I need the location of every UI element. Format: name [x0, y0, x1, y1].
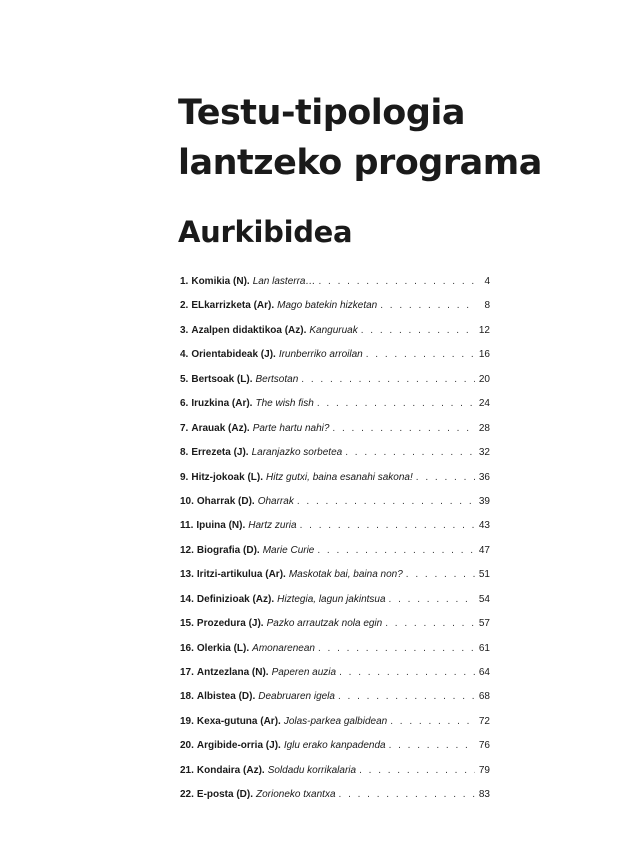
toc-entry-title: Laranjazko sorbetea	[251, 447, 343, 459]
toc-entry[interactable]	[180, 496, 490, 520]
toc-entry-title: Deabruaren igela	[258, 691, 335, 703]
toc-entry-label: E-posta (D).	[196, 789, 254, 801]
toc-entry-number: 6.	[180, 398, 189, 410]
toc-entry-label: Albistea (D).	[196, 691, 256, 703]
toc-entry-page: 57	[478, 618, 490, 630]
toc-entry-page: 39	[478, 495, 490, 507]
toc-entry[interactable]	[180, 325, 490, 349]
page-title-line-1: Testu-tipologia	[178, 93, 466, 133]
toc-entry[interactable]	[180, 740, 490, 764]
toc-entry-label: Olerkia (L).	[196, 642, 250, 654]
toc-entry-number: 1.	[180, 276, 189, 287]
toc-entry-label: ELkarrizketa (Ar).	[191, 300, 275, 312]
toc-entry-title: Hitz gutxi, baina esanahi sakona!	[266, 471, 413, 483]
toc-entry-number: 7.	[180, 422, 189, 434]
toc-entry-page: 20	[478, 373, 490, 385]
toc-entry-number: 15.	[180, 618, 194, 630]
toc-entry-number: 14.	[180, 593, 194, 605]
toc-entry-leader	[390, 716, 475, 727]
toc-entry-label: Oharrak (D).	[196, 495, 255, 507]
toc-entry-number: 5.	[180, 373, 189, 385]
toc-entry[interactable]	[180, 716, 490, 740]
toc-entry-number: 2.	[180, 300, 189, 312]
toc-entry-page: 51	[478, 569, 490, 581]
toc-entry-page: 36	[478, 471, 490, 483]
toc-entry-number: 3.	[180, 324, 189, 336]
toc-entry-label: Bertsoak (L).	[191, 373, 253, 385]
toc-entry-title: Maskotak bai, baina non?	[288, 569, 403, 581]
toc-entry-page: 12	[478, 324, 490, 336]
toc-entry-number: 4.	[180, 349, 189, 361]
toc-entry-leader	[297, 496, 475, 507]
toc-entry[interactable]	[180, 691, 490, 715]
toc-entry-leader	[339, 667, 475, 678]
toc-entry[interactable]	[180, 594, 490, 618]
toc-entry-label: Kexa-gutuna (Ar).	[196, 715, 281, 727]
toc-entry-number: 11.	[180, 520, 194, 532]
toc-entry-page: 24	[478, 398, 490, 410]
toc-entry-label: Antzezlana (N).	[196, 667, 269, 678]
toc-entry-page: 47	[478, 544, 490, 556]
toc-entry-label: Kondaira (Az).	[196, 764, 265, 776]
toc-entry-number: 18.	[180, 691, 194, 703]
toc-entry-number: 8.	[180, 447, 189, 459]
toc-entry-leader	[317, 545, 475, 556]
toc-entry-title: Kanguruak	[309, 324, 358, 336]
toc-entry-label: Iruzkina (Ar).	[191, 398, 253, 410]
toc-entry-label: Definizioak (Az).	[196, 593, 275, 605]
toc-entry-label: Ipuina (N).	[196, 520, 246, 532]
toc-entry-page: 72	[478, 715, 490, 727]
toc-entry-page: 61	[478, 642, 490, 654]
toc-entry-title: Irunberriko arroilan	[278, 349, 363, 361]
toc-entry-label: Orientabideak (J).	[191, 349, 276, 361]
toc-entry-page: 32	[478, 447, 490, 459]
toc-entry-page: 16	[478, 349, 490, 361]
table-of-contents	[180, 276, 490, 814]
toc-entry-title: Pazko arrautzak nola egin	[266, 618, 383, 630]
toc-entry-leader	[416, 472, 475, 483]
toc-entry-page: 54	[478, 593, 490, 605]
toc-entry-page: 4	[484, 276, 490, 287]
toc-entry-leader	[319, 276, 476, 287]
toc-entry-leader	[361, 325, 475, 336]
toc-entry-leader	[300, 520, 475, 531]
toc-entry-leader	[389, 594, 475, 605]
toc-entry-title: Zorioneko txantxa	[256, 789, 336, 801]
toc-entry-title: Soldadu korrikalaria	[267, 764, 357, 776]
toc-entry-page: 64	[478, 667, 490, 678]
toc-entry-label: Komikia (N).	[191, 276, 250, 287]
toc-entry-title: Amonarenean	[252, 642, 315, 654]
toc-entry-number: 16.	[180, 642, 194, 654]
toc-heading: Aurkibidea	[178, 215, 353, 249]
toc-entry-number: 13.	[180, 569, 194, 581]
toc-entry[interactable]	[180, 349, 490, 373]
page-title-line-2: lantzeko programa	[178, 143, 542, 183]
toc-entry-leader	[339, 789, 475, 800]
toc-entry-label: Arauak (Az).	[191, 422, 250, 434]
toc-entry-label: Hitz-jokoak (L).	[191, 471, 264, 483]
toc-entry-leader	[338, 691, 475, 702]
toc-entry-label: Azalpen didaktikoa (Az).	[191, 324, 307, 336]
toc-entry-label: Prozedura (J).	[196, 618, 264, 630]
toc-entry-leader	[366, 349, 475, 360]
toc-entry-title: Parte hartu nahi?	[252, 422, 330, 434]
toc-entry-page: 76	[478, 740, 490, 752]
toc-entry-leader	[318, 643, 475, 654]
toc-entry[interactable]	[180, 398, 490, 422]
toc-entry-title: Lan lasterra…	[252, 276, 316, 287]
toc-entry-leader	[317, 398, 475, 409]
toc-entry[interactable]	[180, 789, 490, 813]
toc-entry-leader	[385, 618, 475, 629]
toc-entry-leader	[389, 740, 475, 751]
toc-entry-leader	[345, 447, 475, 458]
toc-entry[interactable]	[180, 423, 490, 447]
toc-entry-title: Oharrak	[257, 495, 294, 507]
toc-entry[interactable]	[180, 569, 490, 593]
toc-entry-title: Hiztegia, lagun jakintsua	[277, 593, 386, 605]
toc-entry-number: 21.	[180, 764, 194, 776]
toc-entry[interactable]	[180, 643, 490, 667]
toc-entry[interactable]	[180, 667, 490, 691]
toc-entry-number: 22.	[180, 789, 194, 801]
toc-entry-title: Iglu erako kanpadenda	[283, 740, 386, 752]
toc-entry-number: 17.	[180, 667, 194, 678]
toc-entry-leader	[301, 374, 475, 385]
toc-entry-label: Argibide-orria (J).	[196, 740, 281, 752]
toc-entry-number: 20.	[180, 740, 194, 752]
toc-entry[interactable]	[180, 618, 490, 642]
toc-entry-page: 83	[478, 789, 490, 801]
toc-entry-page: 8	[484, 300, 490, 312]
toc-entry-page: 28	[478, 422, 490, 434]
toc-entry-label: Biografia (D).	[196, 544, 260, 556]
toc-entry-title: The wish fish	[255, 398, 314, 410]
toc-entry-page: 43	[478, 520, 490, 532]
toc-entry[interactable]	[180, 545, 490, 569]
toc-entry-title: Jolas-parkea galbidean	[283, 715, 388, 727]
toc-entry-leader	[359, 765, 475, 776]
toc-entry[interactable]	[180, 765, 490, 789]
toc-entry-label: Iritzi-artikulua (Ar).	[196, 569, 286, 581]
toc-entry[interactable]	[180, 472, 490, 496]
toc-entry-title: Mago batekin hizketan	[277, 300, 378, 312]
toc-entry-number: 10.	[180, 495, 194, 507]
toc-entry[interactable]	[180, 300, 490, 324]
toc-entry-page: 68	[478, 691, 490, 703]
toc-entry-number: 19.	[180, 715, 194, 727]
toc-entry-label: Errezeta (J).	[191, 447, 249, 459]
toc-entry-title: Hartz zuria	[248, 520, 297, 532]
toc-entry-page: 79	[478, 764, 490, 776]
toc-entry[interactable]	[180, 374, 490, 398]
toc-entry[interactable]	[180, 447, 490, 471]
toc-entry-title: Bertsotan	[255, 373, 299, 385]
toc-entry-leader	[406, 569, 475, 580]
page-title	[178, 88, 542, 188]
toc-entry-leader	[332, 423, 475, 434]
toc-entry-title: Paperen auzia	[271, 667, 337, 678]
toc-entry-number: 9.	[180, 471, 189, 483]
toc-entry-title: Marie Curie	[262, 544, 315, 556]
toc-entry-leader	[380, 300, 475, 311]
toc-entry-number: 12.	[180, 544, 194, 556]
toc-entry[interactable]	[180, 520, 490, 544]
toc-entry[interactable]	[180, 276, 490, 300]
